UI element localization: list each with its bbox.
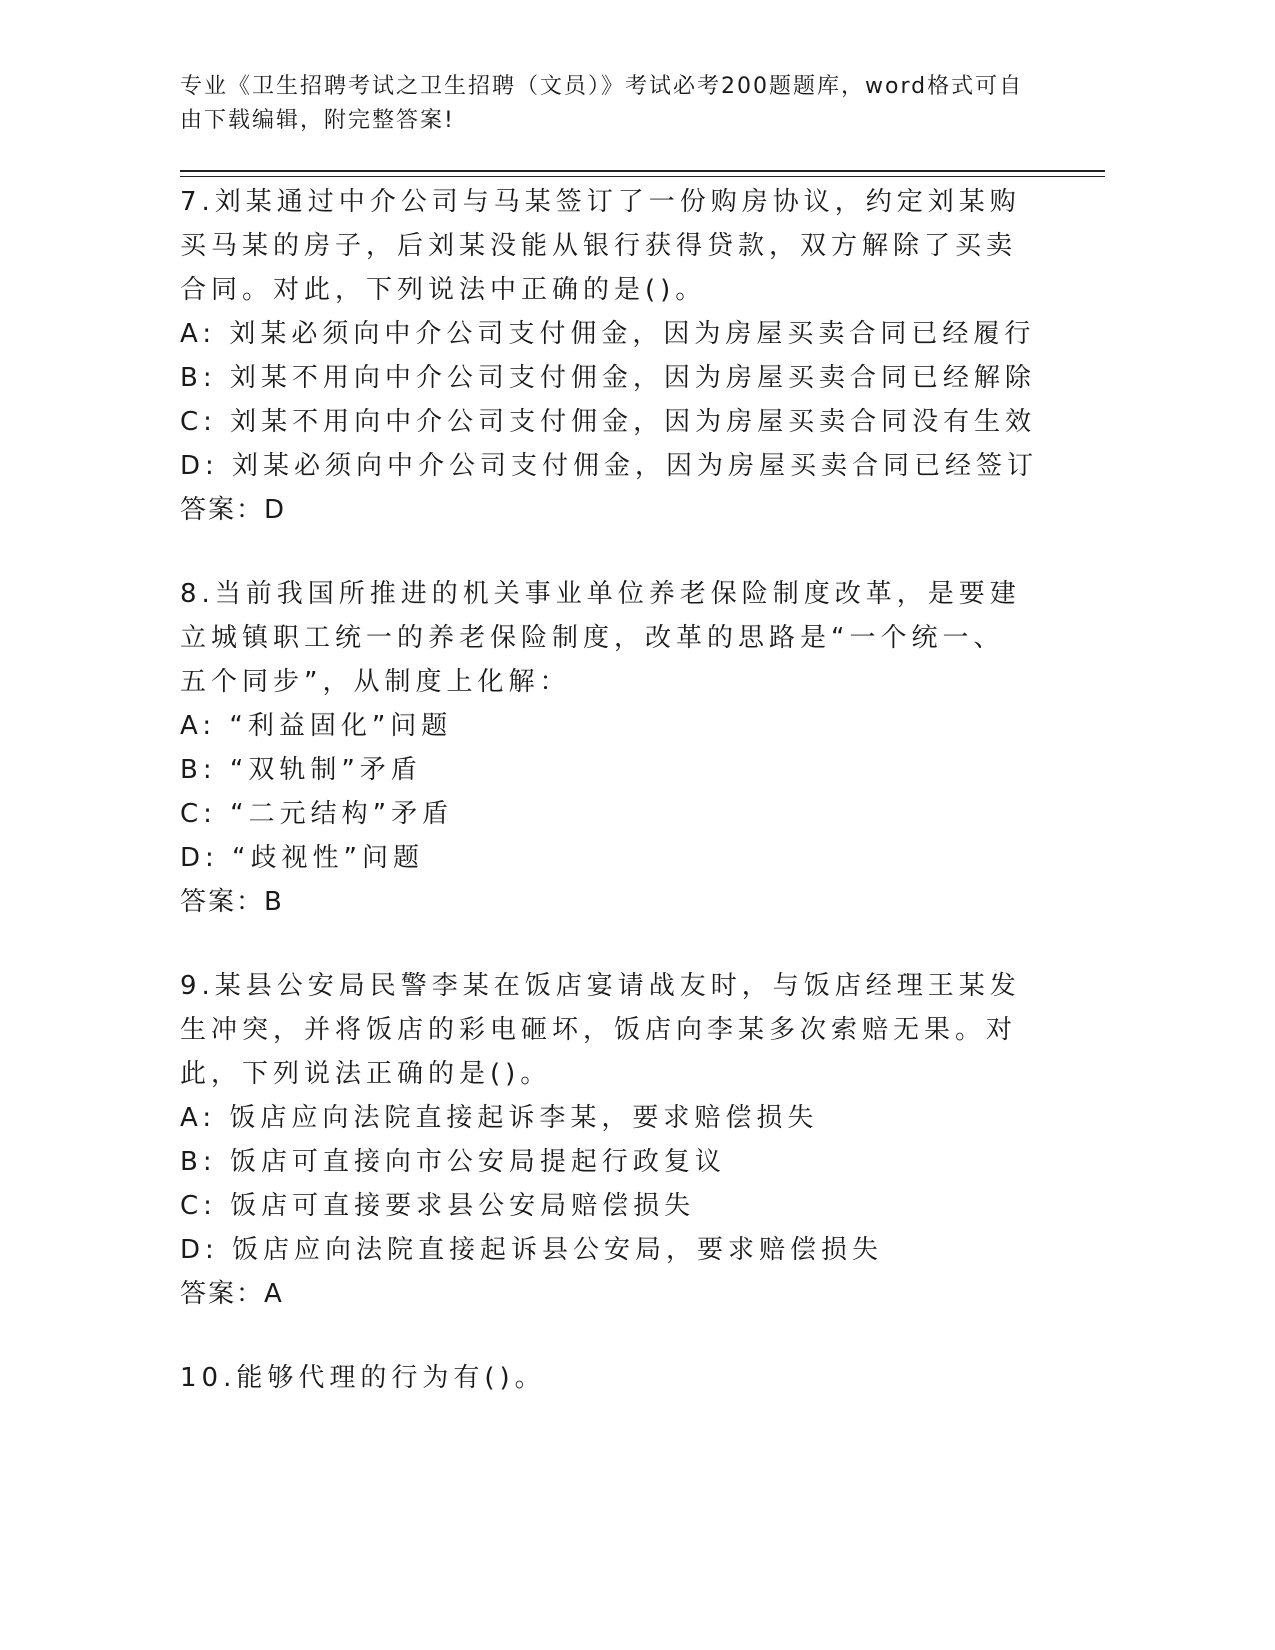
option-b: B: 饭店可直接向市公安局提起行政复议 <box>180 1147 726 1177</box>
option-d: D: 刘某必须向中介公司支付佣金，因为房屋买卖合同已经签订 <box>180 451 1039 481</box>
option-a: A: 饭店应向法院直接起诉李某，要求赔偿损失 <box>180 1103 819 1133</box>
option-c: C: “二元结构”矛盾 <box>180 799 454 829</box>
document-header <box>180 70 1060 138</box>
question-text: 7.刘某通过中介公司与马某签订了一份购房协议，约定刘某购买马某的房子，后刘某没能从银行获得贷款，双方解除了买卖合同。对此，下列说法中正确的是()。 <box>180 187 1021 305</box>
option-a: A: “利益固化”问题 <box>180 711 453 741</box>
answer: 答案：D <box>180 495 287 525</box>
question-text: 8.当前我国所推进的机关事业单位养老保险制度改革，是要建立城镇职工统一的养老保险制度，改革的思路是“一个统一、五个同步”，从制度上化解： <box>180 579 1021 697</box>
header-divider-thin <box>180 176 1105 177</box>
header-divider-thick <box>180 170 1105 172</box>
option-a: A: 刘某必须向中介公司支付佣金，因为房屋买卖合同已经履行 <box>180 319 1036 349</box>
question-text: 9.某县公安局民警李某在饭店宴请战友时，与饭店经理王某发生冲突，并将饭店的彩电砸坏，饭店向李某多次索赔无果。对此，下列说法正确的是()。 <box>180 971 1021 1089</box>
option-c: C: 刘某不用向中介公司支付佣金，因为房屋买卖合同没有生效 <box>180 407 1037 437</box>
header-line-1: 专业《卫生招聘考试之卫生招聘（文员）》考试必考200题题库，word格式可自 <box>180 74 1024 99</box>
question-8 <box>180 572 1030 924</box>
option-d: D: “歧视性”问题 <box>180 843 424 873</box>
question-text: 10.能够代理的行为有()。 <box>180 1363 546 1393</box>
header-line-2: 由下载编辑，附完整答案! <box>180 108 455 133</box>
question-7 <box>180 180 1039 532</box>
question-9 <box>180 964 1030 1316</box>
option-b: B: 刘某不用向中介公司支付佣金，因为房屋买卖合同已经解除 <box>180 363 1036 393</box>
answer: 答案：B <box>180 887 284 917</box>
option-d: D: 饭店应向法院直接起诉县公安局，要求赔偿损失 <box>180 1235 884 1265</box>
option-b: B: “双轨制”矛盾 <box>180 755 422 785</box>
option-c: C: 饭店可直接要求县公安局赔偿损失 <box>180 1191 696 1221</box>
question-10 <box>180 1356 1030 1400</box>
answer: 答案：A <box>180 1279 284 1309</box>
